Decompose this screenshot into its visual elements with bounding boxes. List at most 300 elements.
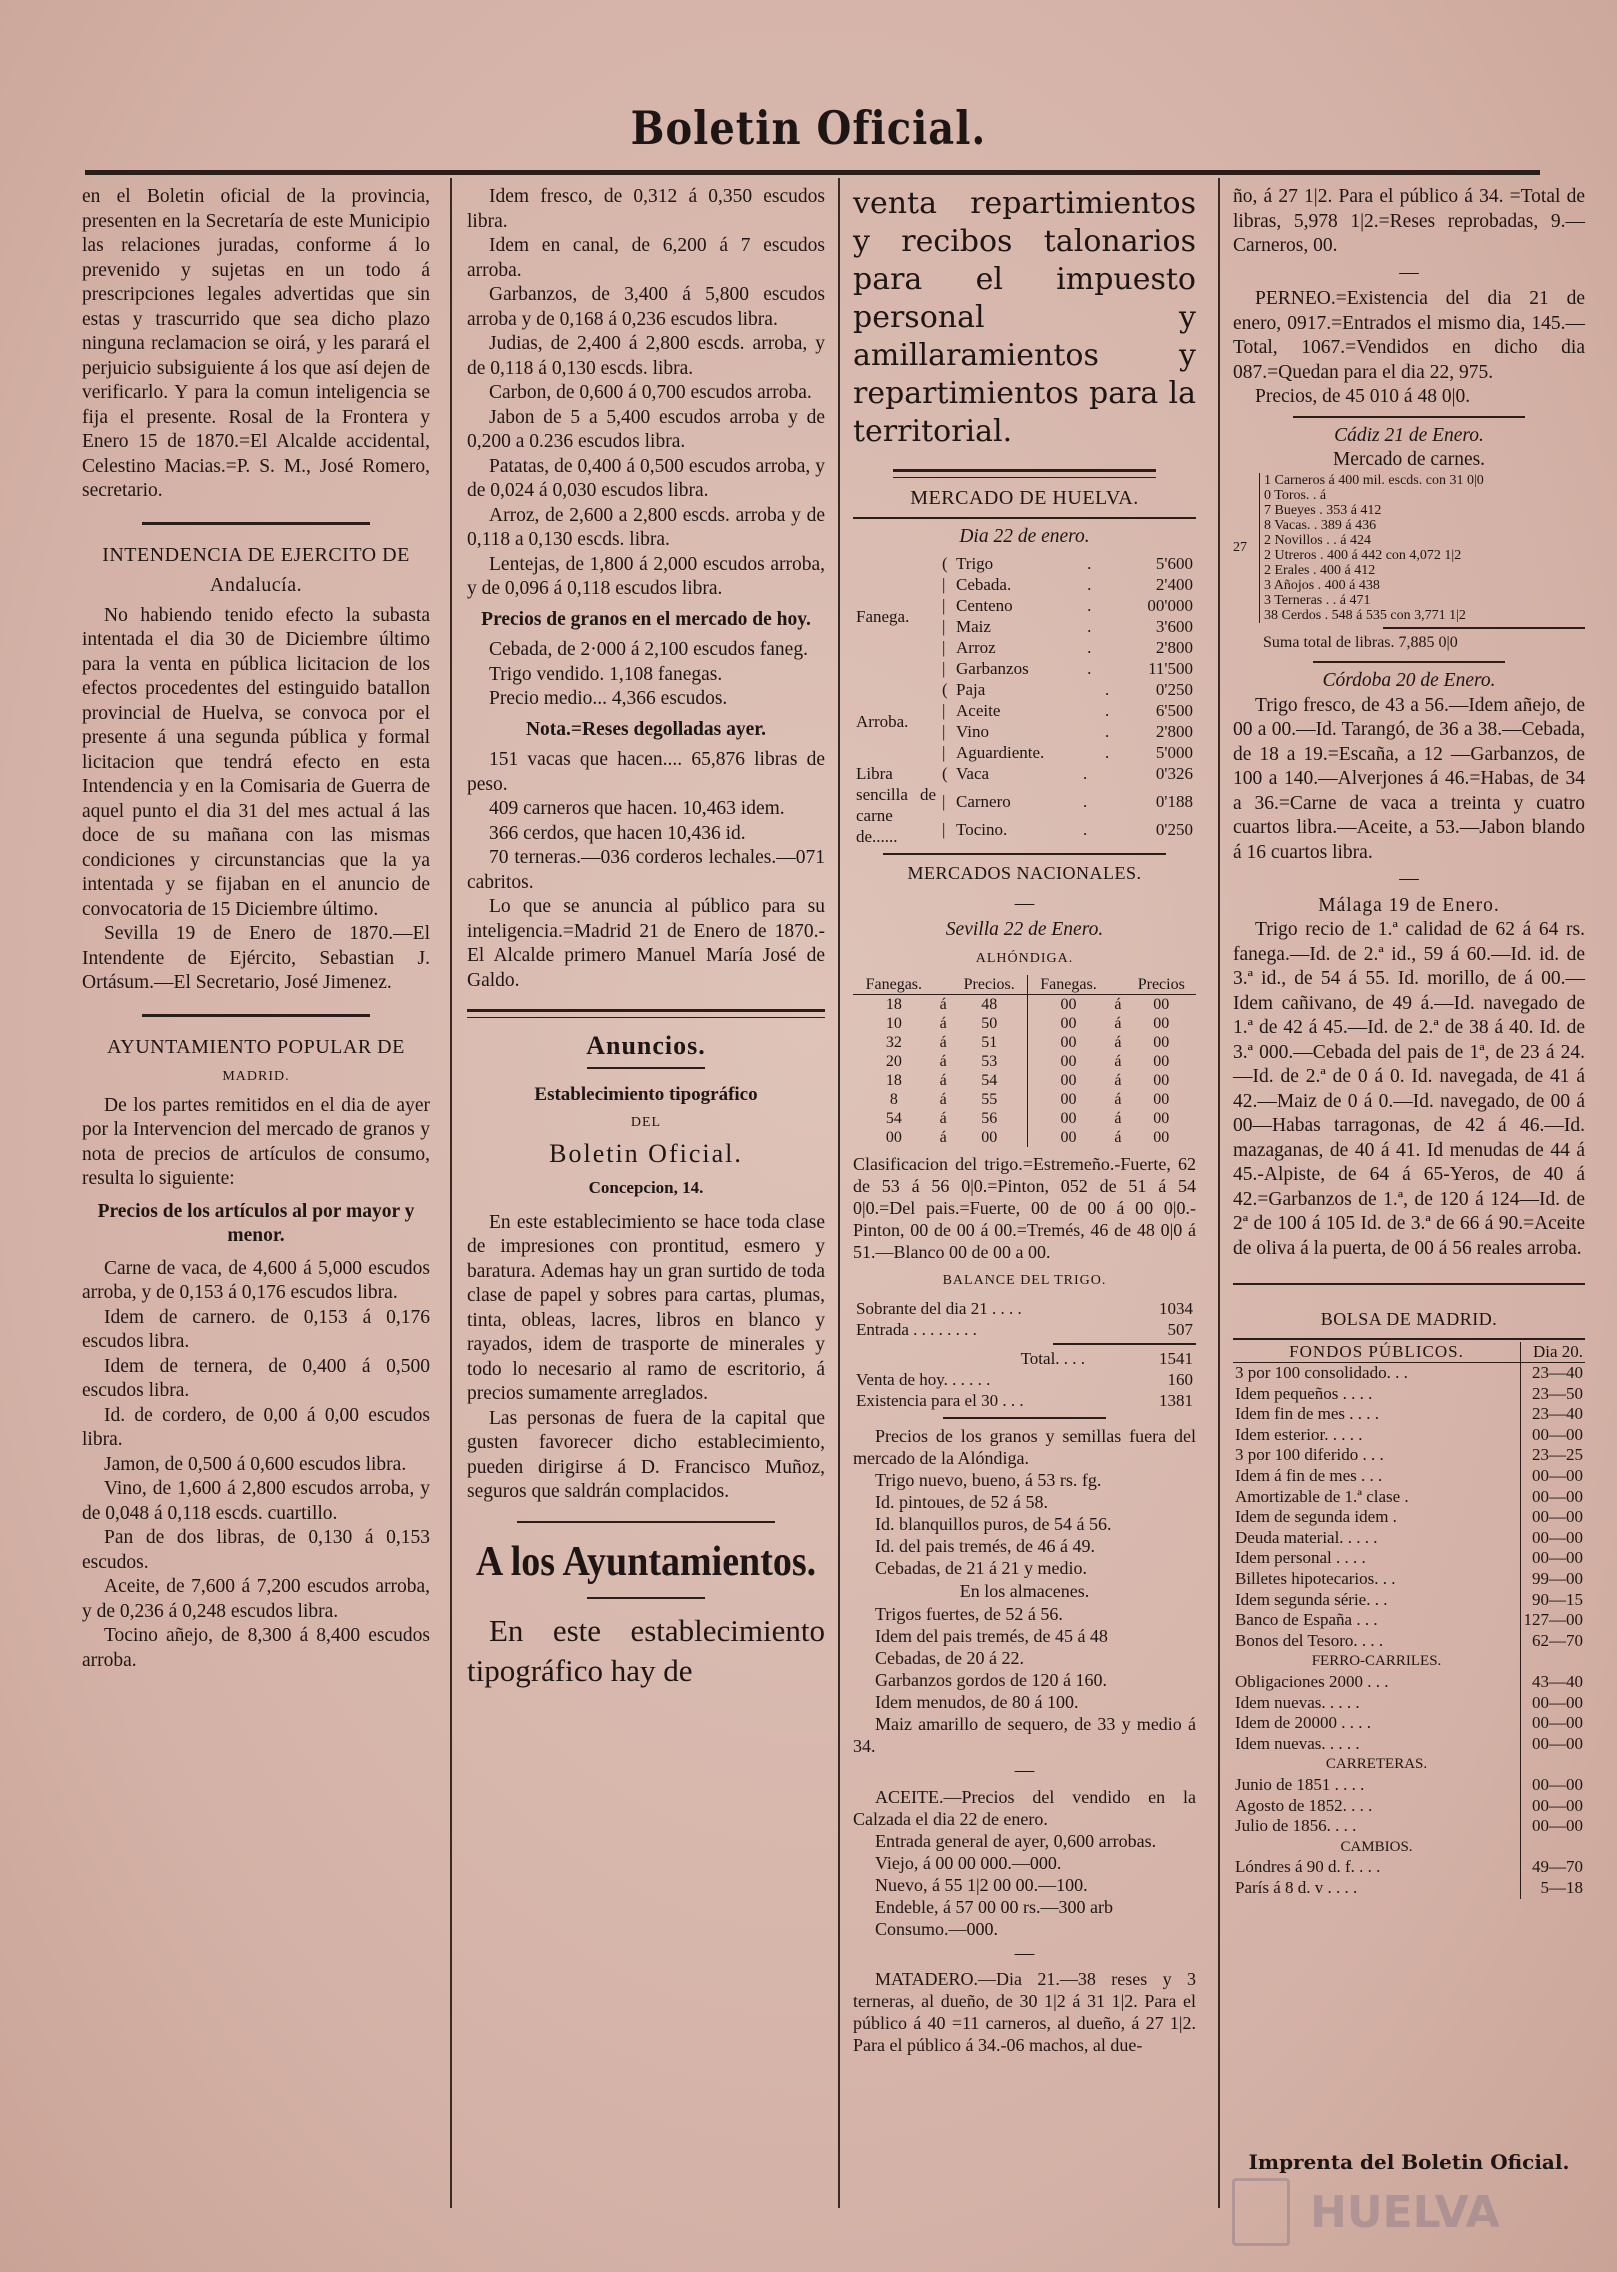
table-cell: á bbox=[939, 1053, 947, 1070]
row-value: 43—40 bbox=[1521, 1672, 1586, 1693]
row-value: 1381 bbox=[1159, 1390, 1193, 1410]
item-price: 0'250 bbox=[1155, 820, 1193, 839]
table-cell: 00 bbox=[1153, 1091, 1170, 1108]
item-price: 0'250 bbox=[1155, 680, 1193, 699]
paragraph: Tocino añejo, de 8,300 á 8,400 escudos arroba. bbox=[82, 1625, 430, 1671]
date-line: Cádiz 21 de Enero. bbox=[1334, 424, 1484, 446]
column-3 bbox=[853, 185, 1196, 2056]
table-row bbox=[1233, 1384, 1585, 1405]
paragraph: Idem menudos, de 80 á 100. bbox=[875, 1692, 1079, 1712]
row-label: Bonos del Tesoro. . . . bbox=[1235, 1630, 1384, 1650]
paragraph: Sevilla 19 de Enero de 1870.—El Intendente de Ejército, Sebastian J. Ortásum.—El Secretario, José Jimenez. bbox=[82, 923, 430, 993]
paragraph: En este establecimiento se hace toda clase de impresiones con prontitud, esmero y baratura. Ademas hay un gran surtido de toda clase de papel y sobres para cartas, plumas, tinta, obleas, lacres, libros en blanco y rayados, idem de trasporte de minerales y todo lo necesario al ramo de escritorio, á precios sumamente arreglados. bbox=[467, 1211, 825, 1404]
rule bbox=[883, 853, 1166, 855]
row-label: Julio de 1856. . . . bbox=[1235, 1816, 1357, 1836]
list-item: 3 Terneras . . á 471 bbox=[1264, 592, 1371, 608]
dot-leader: . bbox=[1104, 680, 1110, 699]
section-title: BOLSA DE MADRID. bbox=[1320, 1309, 1498, 1329]
subheader-spacer bbox=[1521, 1754, 1586, 1775]
paragraph: Carbon, de 0,600 á 0,700 escudos arroba. bbox=[489, 382, 812, 403]
row-value: 49—70 bbox=[1521, 1857, 1586, 1878]
balance-table-2 bbox=[853, 1369, 1196, 1411]
paragraph: No habiendo tenido efecto la subasta intentada el dia 30 de Diciembre último para la venta en pública licitacion de los efectos procedentes del estinguido batallon provincial de Huelva, se convoca por el presente á una segunda pública y formal licitacion que tendrá efecto en esta Intendencia y en la Comisaria de Guerra de aquel punto el dia 31 del mes actual á las doce de su mañana con las mismas condiciones y circunstancias que la ya intentada y se fijaban en el anuncio de convocatoria de 15 Diciembre último. bbox=[82, 604, 430, 920]
paragraph: Maiz amarillo de sequero, de 33 y medio á 34. bbox=[853, 1714, 1196, 1756]
paragraph: Pan de dos libras, de 0,130 á 0,153 escudos. bbox=[82, 1527, 430, 1573]
paragraph: Aceite, de 7,600 á 7,200 escudos arroba, y de 0,236 á 0,248 escudos libra. bbox=[82, 1576, 430, 1622]
table-row bbox=[1233, 1425, 1585, 1446]
table-cell: á bbox=[939, 1110, 947, 1127]
brace: | bbox=[942, 575, 946, 594]
table-cell: 00 bbox=[1027, 1033, 1109, 1052]
table-row bbox=[853, 1319, 1196, 1340]
paragraph: De los partes remitidos en el dia de ayer por la Intervencion del mercado de granos y nota de precios de artículos de consumo, resulta lo siguiente: bbox=[82, 1094, 430, 1189]
column-divider bbox=[838, 178, 840, 2208]
item-price: 3'600 bbox=[1155, 617, 1193, 636]
item-label: Cebada. bbox=[956, 575, 1012, 594]
subheader-spacer bbox=[1521, 1837, 1586, 1858]
table-cell: 18 bbox=[885, 996, 902, 1013]
dot-leader: . bbox=[1087, 596, 1092, 615]
paragraph: 151 vacas que hacen.... 65,876 libras de peso. bbox=[467, 749, 825, 795]
row-value: 1034 bbox=[1159, 1298, 1193, 1318]
dot-leader: . bbox=[1087, 638, 1092, 657]
table-cell: 00 bbox=[1027, 1052, 1109, 1071]
dot-leader: . bbox=[1087, 659, 1092, 678]
section-title: INTENDENCIA DE EJERCITO DE bbox=[102, 543, 410, 566]
paragraph: Id. blanquillos puros, de 54 á 56. bbox=[875, 1513, 1112, 1534]
row-value: 62—70 bbox=[1521, 1631, 1586, 1652]
balance-table bbox=[853, 1298, 1196, 1340]
item-price: 5'000 bbox=[1155, 743, 1193, 762]
item-label: Carnero bbox=[956, 792, 1011, 811]
table-row bbox=[1233, 1548, 1585, 1569]
column-header: Fanegas. bbox=[853, 975, 935, 995]
row-value: 00—00 bbox=[1521, 1816, 1586, 1837]
row-label: Banco de España . . . bbox=[1235, 1610, 1378, 1630]
brace: | bbox=[942, 820, 946, 839]
subheader: FERRO-CARRILES. bbox=[1311, 1653, 1442, 1670]
item-price: 2'800 bbox=[1155, 638, 1193, 657]
table-cell: 00 bbox=[1153, 1015, 1170, 1032]
table-cell: 00 bbox=[1027, 1090, 1109, 1109]
dash: — bbox=[1014, 892, 1035, 914]
paragraph: Viejo, á 00 00 000.—000. bbox=[875, 1852, 1062, 1873]
item-price: 00'000 bbox=[1147, 596, 1193, 615]
table-header-row bbox=[853, 975, 1196, 995]
total-label: Total. . . . bbox=[1020, 1348, 1086, 1368]
table-row bbox=[853, 1052, 1196, 1071]
list-item: 3 Añojos . 400 á 438 bbox=[1264, 577, 1380, 593]
printer-name-boletin: Boletin Oficial. bbox=[549, 1138, 743, 1168]
price-table-fanega bbox=[853, 553, 1196, 679]
list-item: 2 Erales . 400 á 412 bbox=[1264, 562, 1376, 578]
table-row bbox=[1233, 1878, 1585, 1899]
paragraph-large: En este establecimiento tipográfico hay de bbox=[467, 1612, 825, 1688]
page-title: Boletin Oficial. bbox=[630, 101, 987, 156]
row-value: 00—00 bbox=[1521, 1528, 1586, 1549]
price-table-libra bbox=[853, 763, 1196, 847]
paragraph: Cebada, de 2·000 á 2,100 escudos faneg. bbox=[489, 639, 808, 660]
item-price: 11'500 bbox=[1148, 659, 1193, 678]
item-label: Tocino. bbox=[956, 820, 1008, 839]
row-value: 00—00 bbox=[1521, 1425, 1586, 1446]
paragraph: Patatas, de 0,400 á 0,500 escudos arroba, y de 0,024 á 0,030 escudos libra. bbox=[467, 455, 825, 501]
row-label: Agosto de 1852. . . . bbox=[1235, 1795, 1373, 1815]
short-rule bbox=[587, 1597, 705, 1599]
paragraph: Entrada general de ayer, 0,600 arrobas. bbox=[875, 1830, 1157, 1851]
watermark bbox=[1232, 2172, 1592, 2252]
table-row bbox=[1233, 1857, 1585, 1878]
dash: — bbox=[1014, 1942, 1035, 1964]
item-price: 5'600 bbox=[1155, 554, 1193, 573]
table-row bbox=[853, 553, 1196, 574]
rule bbox=[1233, 1338, 1585, 1340]
brace: | bbox=[942, 596, 946, 615]
brace-number: 27 bbox=[1233, 540, 1247, 555]
item-label: Trigo bbox=[956, 554, 994, 573]
paragraph: Carne de vaca, de 4,600 á 5,000 escudos arroba, y de 0,153 á 0,176 escudos libra. bbox=[82, 1257, 430, 1303]
row-value: 00—00 bbox=[1521, 1713, 1586, 1734]
subheader-row bbox=[1233, 1754, 1585, 1775]
table-cell: á bbox=[1114, 1053, 1122, 1070]
bolsa-table bbox=[1233, 1342, 1585, 1899]
dot-leader: . bbox=[1082, 764, 1088, 783]
item-label: Garbanzos bbox=[956, 659, 1029, 678]
paragraph: Precio medio... 4,366 escudos. bbox=[489, 688, 728, 709]
row-label: Idem segunda série. . . bbox=[1235, 1589, 1388, 1609]
paragraph: Garbanzos, de 3,400 á 5,800 escudos arroba y de 0,168 á 0,236 escudos libra. bbox=[467, 284, 825, 330]
paragraph: Trigo nuevo, bueno, á 53 rs. fg. bbox=[875, 1469, 1102, 1490]
paragraph: Idem fresco, de 0,312 á 0,350 escudos libra. bbox=[467, 186, 825, 232]
table-row bbox=[1233, 1631, 1585, 1652]
column-4 bbox=[1233, 185, 1585, 1899]
paragraph: 70 terneras.—036 corderos lechales.—071 cabritos. bbox=[467, 847, 825, 893]
rule bbox=[1313, 661, 1505, 663]
item-price: 2'400 bbox=[1155, 575, 1193, 594]
short-rule bbox=[587, 1067, 705, 1069]
paragraph: Id. de cordero, de 0,00 á 0,00 escudos libra. bbox=[82, 1404, 430, 1450]
paragraph: Jabon de 5 a 5,400 escudos arroba y de 0,200 a 0.236 escudos libra. bbox=[467, 406, 825, 452]
row-value: 23—40 bbox=[1521, 1404, 1586, 1425]
section-title: MERCADOS NACIONALES. bbox=[907, 863, 1142, 883]
paragraph: Trigo recio de 1.ª calidad de 62 á 64 rs. fanega.—Id. de 2.ª id., 59 á 60.—Id. id. de 3.ª id., de 54 á 55. Id. morillo, de á 00.—Idem cañivano, de 49 á.—Id. navegado de 1.ª de 42 á 45.—Id. de 2.ª de 38 á 40. Id. de 3.ª 000.—Cebada del pais de 1ª, de 23 á 24.—Id. de 2.ª de 0 á 0. Id. navegada, de 41 á 42.—Maiz de 0 á 0.—Id. navegado, de 00 á 00—Habas tarragonas, de 42 á 46.—Id. mazaganas, de 40 á 41. Id menudas de 44 á 45.-Alpiste, de 64 á 65-Yeros, de 40 á 42.=Garbanzos de 1.ª, de 120 á 124—Id. de 2ª de 100 á 105 Id. de 3.ª de 66 á 90.=Aceite de oliva á la puerta, de 00 á 56 reales arroba. bbox=[1233, 919, 1585, 1259]
table-cell: á bbox=[1114, 1072, 1122, 1089]
rule bbox=[1053, 1343, 1196, 1345]
brace: ( bbox=[942, 764, 948, 783]
column-header bbox=[935, 975, 952, 995]
brace: | bbox=[942, 617, 946, 636]
paragraph: Vino, de 1,600 á 2,800 escudos arroba, y de 0,048 á 0,118 escds. cuartillo. bbox=[82, 1478, 430, 1524]
list-item: 1 Carneros á 400 mil. escds. con 31 0|0 bbox=[1264, 472, 1484, 488]
price-table-arroba bbox=[853, 679, 1196, 763]
paragraph: Judias, de 2,400 á 2,800 escds. arroba, y de 0,118 á 0,130 escds. libra. bbox=[467, 333, 825, 379]
paragraph: Lentejas, de 1,800 á 2,000 escudos arroba, y de 0,096 á 0,118 escudos libra. bbox=[467, 553, 825, 599]
paragraph: ño, á 27 1|2. Para el público á 34. =Total de libras, 5,978 1|2.=Reses reprobadas, 9.—Carneros, 00. bbox=[1233, 186, 1585, 256]
alhondiga-table bbox=[853, 975, 1196, 1147]
table-row bbox=[1233, 1816, 1585, 1837]
paragraph: Idem del pais tremés, de 45 á 48 bbox=[875, 1626, 1108, 1646]
table-row bbox=[1233, 1466, 1585, 1487]
column-header bbox=[1109, 975, 1126, 995]
column-divider bbox=[450, 178, 452, 2208]
item-label: Paja bbox=[956, 680, 986, 699]
section-title: AYUNTAMIENTO POPULAR DE bbox=[107, 1035, 405, 1058]
section-subtitle: MADRID. bbox=[222, 1069, 290, 1084]
table-row bbox=[853, 679, 1196, 700]
row-label: Idem personal . . . . bbox=[1235, 1548, 1366, 1568]
paragraph: Cebadas, de 20 á 22. bbox=[875, 1648, 1024, 1668]
paragraph: 366 cerdos, que hacen 10,436 id. bbox=[489, 822, 746, 844]
brace: | bbox=[942, 722, 946, 741]
table-cell: 00 bbox=[1153, 1129, 1170, 1146]
table-cell: 00 bbox=[1153, 1034, 1170, 1051]
item-label: Aceite bbox=[956, 701, 1001, 720]
balance-total bbox=[853, 1348, 1196, 1369]
table-row bbox=[853, 1390, 1196, 1411]
group-label: Fanega. bbox=[856, 606, 910, 626]
row-label: Billetes hipotecarios. . . bbox=[1235, 1569, 1396, 1589]
rule bbox=[1293, 416, 1525, 418]
imprint-footer: Imprenta del Boletin Oficial. bbox=[1248, 2150, 1570, 2174]
table-row bbox=[1233, 1363, 1585, 1384]
paragraph: ACEITE.—Precios del vendido en la Calzada el dia 22 de enero. bbox=[853, 1786, 1196, 1829]
column-1 bbox=[82, 185, 430, 1673]
table-cell: á bbox=[1114, 1110, 1122, 1127]
row-value: 00—00 bbox=[1521, 1466, 1586, 1487]
subheader-spacer bbox=[1521, 1651, 1586, 1672]
row-label: Idem de segunda idem . bbox=[1235, 1507, 1397, 1527]
paragraph: Id. pintoues, de 52 á 58. bbox=[875, 1491, 1048, 1512]
table-cell: 20 bbox=[885, 1053, 902, 1070]
row-label: Idem fin de mes . . . . bbox=[1235, 1404, 1379, 1424]
paragraph: PERNEO.=Existencia del dia 21 de enero, 0917.=Entrados el mismo dia, 145.—Total, 1067.=Vendidos en dicho dia 087.=Quedan para el dia 22, 975. bbox=[1233, 288, 1585, 383]
dot-leader: . bbox=[1087, 575, 1092, 594]
row-value: 00—00 bbox=[1521, 1796, 1586, 1817]
bolsa-header-day: Dia 20. bbox=[1521, 1342, 1586, 1363]
row-label: París á 8 d. v . . . . bbox=[1235, 1877, 1358, 1897]
table-cell: 00 bbox=[1153, 1053, 1170, 1070]
table-row bbox=[1233, 1590, 1585, 1611]
paragraph: Jamon, de 0,500 á 0,600 escudos libra. bbox=[104, 1453, 407, 1475]
list-item: 0 Toros. . á bbox=[1264, 487, 1327, 503]
subsection-title: BALANCE DEL TRIGO. bbox=[942, 1273, 1107, 1288]
paragraph: Id. del pais tremés, de 46 á 49. bbox=[875, 1535, 1095, 1556]
paragraph: 409 carneros que hacen. 10,463 idem. bbox=[489, 798, 785, 819]
row-label: Venta de hoy. . . . . . bbox=[856, 1369, 991, 1389]
rule bbox=[943, 1417, 1106, 1419]
table-row bbox=[1233, 1445, 1585, 1466]
row-label: Entrada . . . . . . . . bbox=[856, 1319, 977, 1339]
table-cell: á bbox=[939, 1072, 947, 1089]
subheader: CARRETERAS. bbox=[1325, 1756, 1428, 1773]
paragraph: Trigo fresco, de 43 a 56.—Idem añejo, de 00 a 00.—Id. Tarangó, de 36 a 38.—Cebada, de 18 a 19.=Escaña, a 12 —Garbanzos, de 100 a 140.—Alverjones á 46.=Habas, de 34 a 36.=Carne de vaca a treinta y cuatro cuartos libra.—Aceite, a 53.—Jabon blando á 16 cuartos libra. bbox=[1233, 694, 1585, 863]
table-row bbox=[1233, 1775, 1585, 1796]
list-item: 2 Novillos . . á 424 bbox=[1264, 532, 1371, 548]
subsection-title: ALHÓNDIGA. bbox=[975, 950, 1074, 966]
section-subtitle: Andalucía. bbox=[209, 574, 303, 596]
table-cell: 00 bbox=[1027, 1128, 1109, 1147]
brace: | bbox=[942, 743, 946, 762]
row-label: Existencia para el 30 . . . bbox=[856, 1390, 1024, 1410]
table-row bbox=[1233, 1569, 1585, 1590]
row-value: 507 bbox=[1167, 1319, 1193, 1339]
dot-leader: . bbox=[1104, 701, 1110, 720]
announcements-title: Anuncios. bbox=[586, 1031, 706, 1060]
row-label: Idem pequeños . . . . bbox=[1235, 1383, 1373, 1403]
table-cell: 8 bbox=[889, 1091, 898, 1108]
paragraph: Trigos fuertes, de 52 á 56. bbox=[875, 1604, 1063, 1624]
bolsa-header: FONDOS PÚBLICOS. bbox=[1233, 1342, 1521, 1363]
rule bbox=[1383, 627, 1585, 629]
paragraph: Nuevo, á 55 1|2 00 00.—100. bbox=[875, 1874, 1088, 1895]
subheader: CAMBIOS. bbox=[1340, 1838, 1413, 1855]
item-label: Aguardiente. bbox=[956, 743, 1045, 762]
table-row bbox=[853, 1369, 1196, 1390]
dot-leader: . bbox=[1082, 820, 1088, 839]
table-cell: 00 bbox=[981, 1129, 998, 1146]
table-cell: 00 bbox=[1153, 1072, 1170, 1089]
row-label: Obligaciones 2000 . . . bbox=[1235, 1672, 1389, 1691]
table-cell: 18 bbox=[885, 1072, 902, 1089]
table-row bbox=[853, 1298, 1196, 1319]
crest-icon bbox=[1232, 2178, 1290, 2246]
table-cell: á bbox=[1114, 1129, 1122, 1146]
table-cell: á bbox=[939, 996, 947, 1013]
item-price: 2'800 bbox=[1155, 722, 1193, 741]
table-row bbox=[1233, 1713, 1585, 1734]
subheader-row bbox=[1233, 1651, 1585, 1672]
rule bbox=[1233, 1283, 1585, 1285]
paragraph: Clasificacion del trigo.=Estremeño.-Fuerte, 62 de 53 á 56 0|0.=Pinton, 052 de 51 á 54 0|0.=Del pais.=Fuerte, 00 de 00 á 00 0|0.-Pinton, 00 de 00 á 00.=Tremés, 46 de 48 0|0 á 51.—Blanco 00 de 00 a 00. bbox=[853, 1154, 1196, 1262]
dot-leader: . bbox=[1087, 617, 1092, 636]
table-cell: á bbox=[1114, 1034, 1122, 1051]
row-label: Sobrante del dia 21 . . . . bbox=[856, 1298, 1022, 1318]
table-cell: 54 bbox=[981, 1072, 998, 1089]
paragraph: Idem de carnero. de 0,153 á 0,176 escudos libra. bbox=[82, 1306, 430, 1352]
row-value: 90—15 bbox=[1521, 1590, 1586, 1611]
column-header: Precios. bbox=[952, 975, 1027, 995]
paragraph: Precios de los granos y semillas fuera del mercado de la Alóndiga. bbox=[853, 1425, 1196, 1468]
item-label: Vino bbox=[956, 722, 989, 741]
subsection-title: Nota.=Reses degolladas ayer. bbox=[525, 718, 767, 740]
paragraph: Endeble, á 57 00 00 rs.—300 arb bbox=[875, 1896, 1113, 1917]
table-cell: 00 bbox=[1153, 1110, 1170, 1127]
table-cell: 56 bbox=[981, 1110, 998, 1127]
item-label: Maiz bbox=[956, 617, 991, 636]
table-cell: 48 bbox=[981, 996, 998, 1013]
row-label: Idem nuevas. . . . . bbox=[1235, 1692, 1360, 1712]
date-line: Málaga 19 de Enero. bbox=[1318, 894, 1500, 916]
table-row bbox=[1233, 1487, 1585, 1508]
item-label: Centeno bbox=[956, 596, 1013, 615]
section-rule bbox=[467, 1009, 825, 1018]
brace: | bbox=[942, 701, 946, 720]
table-cell: 10 bbox=[885, 1015, 902, 1032]
brace: ( bbox=[942, 680, 948, 699]
section-rule bbox=[893, 469, 1156, 478]
paragraph: Cebadas, de 21 á 21 y medio. bbox=[875, 1557, 1087, 1578]
table-cell: 00 bbox=[1027, 995, 1109, 1015]
row-value: 5—18 bbox=[1521, 1878, 1586, 1899]
row-value: 00—00 bbox=[1521, 1548, 1586, 1569]
row-label: Idem á fin de mes . . . bbox=[1235, 1466, 1383, 1486]
table-cell: 32 bbox=[885, 1034, 902, 1051]
item-price: 0'326 bbox=[1155, 764, 1193, 783]
dash: — bbox=[1399, 868, 1419, 889]
row-label: Junio de 1851 . . . . bbox=[1235, 1774, 1365, 1794]
carnes-list bbox=[1259, 473, 1585, 623]
paragraph: Arroz, de 2,600 a 2,800 escds. arroba y de 0,118 a 0,130 escds. libra. bbox=[467, 504, 825, 550]
brace: | bbox=[942, 792, 946, 811]
table-cell: á bbox=[1114, 996, 1122, 1013]
carnes-block bbox=[1233, 473, 1585, 623]
list-item: 2 Utreros . 400 á 442 con 4,072 1|2 bbox=[1264, 547, 1462, 563]
short-rule bbox=[517, 1521, 775, 1523]
table-row bbox=[853, 1090, 1196, 1109]
row-value: 23—40 bbox=[1521, 1363, 1586, 1384]
paragraph: Consumo.—000. bbox=[875, 1918, 999, 1939]
subsection-title: Precios de granos en el mercado de hoy. bbox=[481, 608, 811, 630]
table-cell: á bbox=[1114, 1091, 1122, 1108]
table-cell: á bbox=[939, 1015, 947, 1032]
subsection-title: En los almacenes. bbox=[959, 1580, 1090, 1601]
section-rule bbox=[142, 522, 370, 525]
table-cell: 54 bbox=[885, 1110, 902, 1127]
paragraph: Trigo vendido. 1,108 fanegas. bbox=[489, 663, 723, 685]
printer-name-del: DEL bbox=[630, 1115, 662, 1130]
column-header: Precios bbox=[1127, 975, 1196, 995]
column-2 bbox=[467, 185, 825, 1691]
table-row bbox=[1233, 1404, 1585, 1425]
printer-address: Concepcion, 14. bbox=[588, 1178, 704, 1197]
table-row bbox=[1233, 1672, 1585, 1693]
watermark-text: HUELVA bbox=[1310, 2186, 1500, 2238]
table-row bbox=[853, 1033, 1196, 1052]
row-value: 00—00 bbox=[1521, 1507, 1586, 1528]
section-rule bbox=[142, 1014, 370, 1017]
row-value: 99—00 bbox=[1521, 1569, 1586, 1590]
row-label: 3 por 100 diferido . . . bbox=[1235, 1445, 1384, 1465]
table-row bbox=[1233, 1693, 1585, 1714]
item-label: Arroz bbox=[956, 638, 996, 657]
subheader-row bbox=[1233, 1837, 1585, 1858]
table-cell: á bbox=[939, 1091, 947, 1108]
table-row bbox=[853, 1071, 1196, 1090]
paragraph: Idem en canal, de 6,200 á 7 escudos arroba. bbox=[467, 235, 825, 281]
table-row bbox=[853, 1128, 1196, 1147]
dot-leader: . bbox=[1082, 792, 1088, 811]
table-row bbox=[1233, 1734, 1585, 1755]
subsection-title: Mercado de carnes. bbox=[1332, 449, 1486, 470]
table-cell: 51 bbox=[981, 1034, 998, 1051]
row-value: 23—25 bbox=[1521, 1445, 1586, 1466]
column-header: Fanegas. bbox=[1027, 975, 1109, 995]
group-label: Arroba. bbox=[856, 711, 909, 731]
brace: | bbox=[942, 659, 946, 678]
total-value: 1541 bbox=[1159, 1348, 1193, 1368]
table-cell: 00 bbox=[1027, 1109, 1109, 1128]
bolsa-body bbox=[1233, 1363, 1585, 1899]
table-row bbox=[853, 995, 1196, 1015]
date-line: Sevilla 22 de Enero. bbox=[945, 919, 1104, 940]
table-cell: 00 bbox=[885, 1129, 902, 1146]
rule bbox=[853, 517, 1196, 519]
table-cell: 55 bbox=[981, 1091, 998, 1108]
table-cell: 50 bbox=[981, 1015, 998, 1032]
brace: | bbox=[942, 638, 946, 657]
row-label: Idem nuevas. . . . . bbox=[1235, 1733, 1360, 1753]
table-cell: 00 bbox=[1027, 1071, 1109, 1090]
